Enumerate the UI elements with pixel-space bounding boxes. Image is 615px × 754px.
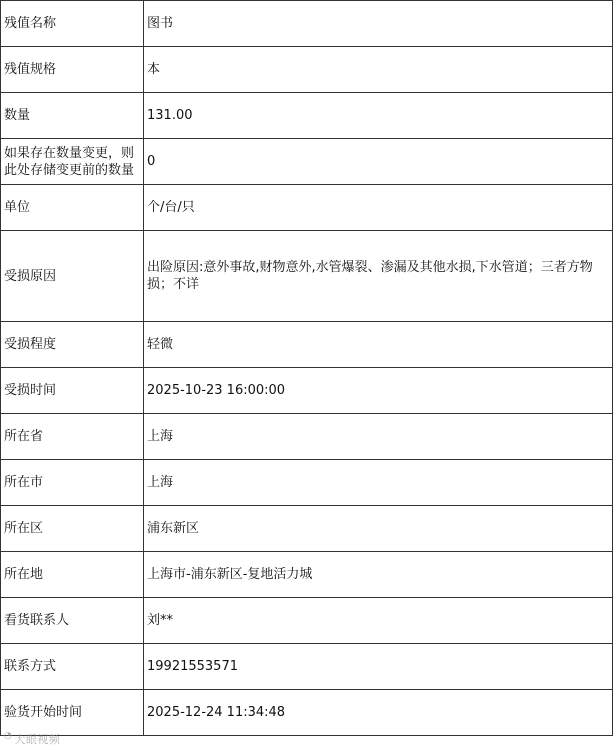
table-row-previous-quantity xyxy=(1,139,613,185)
table-row-location xyxy=(1,552,613,598)
row-value: 131.00 xyxy=(144,93,613,139)
row-value: 2025-12-24 11:34:48 xyxy=(144,690,613,736)
row-value: 上海市-浦东新区-复地活力城 xyxy=(144,552,613,598)
row-label: 数量 xyxy=(1,93,144,139)
row-label: 所在区 xyxy=(1,506,144,552)
row-value: 出险原因:意外事故,财物意外,水管爆裂、渗漏及其他水损,下水管道；三者方物损；不详 xyxy=(144,231,613,322)
table-row-city xyxy=(1,460,613,506)
row-label: 残值名称 xyxy=(1,1,144,47)
table-row-damage-cause xyxy=(1,231,613,322)
row-value: 上海 xyxy=(144,414,613,460)
row-value: 上海 xyxy=(144,460,613,506)
table-row-damage-degree xyxy=(1,322,613,368)
row-label: 联系方式 xyxy=(1,644,144,690)
table-row-province xyxy=(1,414,613,460)
watermark-text: 大眼视频 xyxy=(14,733,61,746)
table-row-damage-time xyxy=(1,368,613,414)
row-label: 验货开始时间 xyxy=(1,690,144,736)
row-label: 所在市 xyxy=(1,460,144,506)
row-label: 所在地 xyxy=(1,552,144,598)
table-row-unit xyxy=(1,185,613,231)
row-label: 受损原因 xyxy=(1,231,144,322)
row-value: 19921553571 xyxy=(144,644,613,690)
table-row-contact-person xyxy=(1,598,613,644)
row-label: 受损时间 xyxy=(1,368,144,414)
table-row-residual-name xyxy=(1,1,613,47)
row-label: 单位 xyxy=(1,185,144,231)
row-label: 看货联系人 xyxy=(1,598,144,644)
watermark-logo-icon: ◔ xyxy=(4,731,13,741)
row-value: 个/台/只 xyxy=(144,185,613,231)
table-row-district xyxy=(1,506,613,552)
watermark xyxy=(4,731,60,747)
table-row-inspection-start-time xyxy=(1,690,613,736)
row-value: 浦东新区 xyxy=(144,506,613,552)
row-label: 如果存在数量变更，则此处存储变更前的数量 xyxy=(1,139,144,185)
row-label: 所在省 xyxy=(1,414,144,460)
row-label: 残值规格 xyxy=(1,47,144,93)
row-value: 0 xyxy=(144,139,613,185)
row-value: 本 xyxy=(144,47,613,93)
row-value: 轻微 xyxy=(144,322,613,368)
table-row-contact-phone xyxy=(1,644,613,690)
row-label: 受损程度 xyxy=(1,322,144,368)
row-value: 2025-10-23 16:00:00 xyxy=(144,368,613,414)
table-row-residual-spec xyxy=(1,47,613,93)
row-value: 图书 xyxy=(144,1,613,47)
table-row-quantity xyxy=(1,93,613,139)
row-value: 刘** xyxy=(144,598,613,644)
